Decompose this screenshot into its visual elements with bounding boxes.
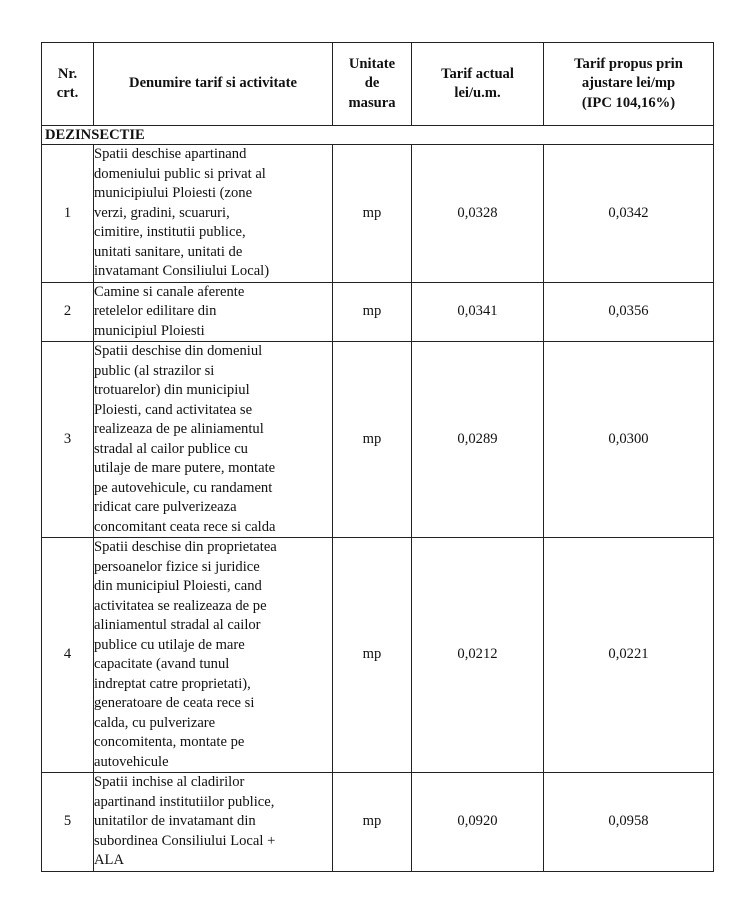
description-line: public (al strazilor si [94, 362, 215, 379]
description-line: Spatii deschise din proprietatea [94, 539, 277, 555]
description-line: concomitant ceata rece si calda [94, 518, 276, 535]
description-line: Spatii deschise apartinand [94, 146, 247, 162]
row-tarif-propus: 0,0342 [544, 145, 714, 283]
section-row [42, 126, 714, 145]
description-line: Camine si canale aferente [94, 283, 245, 300]
header-nr: Nr. crt. [42, 43, 94, 126]
row-description [94, 773, 333, 872]
header-row [42, 43, 714, 126]
description-line: apartinand institutiilor publice, [94, 793, 275, 810]
table-row [42, 342, 714, 538]
description-line: cimitire, institutii publice, [94, 224, 246, 240]
description-line: indreptat catre proprietati), [94, 675, 251, 692]
row-tarif-propus: 0,0300 [544, 342, 714, 538]
row-description [94, 145, 333, 283]
row-tarif-propus: 0,0221 [544, 538, 714, 773]
table-row [42, 538, 714, 773]
description-line: autovehicule [94, 753, 169, 770]
row-unit: mp [333, 145, 412, 283]
description-line: municipiul Ploiesti [94, 322, 205, 339]
row-number: 5 [42, 773, 94, 872]
table-row [42, 145, 714, 283]
table-row [42, 282, 714, 342]
description-line: utilaje de mare putere, montate [94, 460, 276, 476]
description-line: Spatii inchise al cladirilor [94, 774, 245, 790]
description-line: activitatea se realizeaza de pe [94, 597, 267, 614]
row-tarif-actual: 0,0341 [412, 282, 544, 342]
row-tarif-propus: 0,0356 [544, 282, 714, 342]
row-unit: mp [333, 342, 412, 538]
row-tarif-actual: 0,0289 [412, 342, 544, 538]
description-line: pe autovehicule, cu randament [94, 479, 273, 496]
header-denumire: Denumire tarif si activitate [94, 43, 333, 126]
description-line: unitati sanitare, unitati de [94, 243, 243, 260]
description-line: din municipiul Ploiesti, cand [94, 578, 262, 594]
row-description [94, 538, 333, 773]
row-number: 1 [42, 145, 94, 283]
description-line: Spatii deschise din domeniul [94, 343, 263, 359]
description-line: stradal al cailor publice cu [94, 440, 248, 457]
description-line: domeniului public si privat al [94, 165, 266, 182]
row-tarif-actual: 0,0920 [412, 773, 544, 872]
description-line: calda, cu pulverizare [94, 714, 216, 731]
description-line: capacitate (avand tunul [94, 656, 230, 672]
description-line: municipiului Ploiesti (zone [94, 185, 253, 201]
description-line: aliniamentul stradal al cailor [94, 617, 261, 633]
description-line: concomitenta, montate pe [94, 734, 245, 750]
description-line: invatamant Consiliului Local) [94, 263, 270, 279]
description-line: realizeaza de pe aliniamentul [94, 421, 264, 437]
row-number: 2 [42, 282, 94, 342]
description-line: ALA [94, 852, 124, 868]
table-row [42, 773, 714, 872]
row-number: 4 [42, 538, 94, 773]
description-line: publice cu utilaje de mare [94, 636, 245, 653]
header-tarif-actual: Tarif actual lei/u.m. [412, 43, 544, 126]
row-unit: mp [333, 282, 412, 342]
description-line: generatoare de ceata rece si [94, 695, 255, 711]
row-description [94, 342, 333, 538]
tariff-table [41, 42, 714, 872]
row-tarif-actual: 0,0212 [412, 538, 544, 773]
description-line: subordinea Consiliului Local + [94, 832, 276, 849]
description-line: Ploiesti, cand activitatea se [94, 401, 253, 418]
row-tarif-actual: 0,0328 [412, 145, 544, 283]
description-line: persoanelor fizice si juridice [94, 558, 260, 575]
header-unitate: Unitate de masura [333, 43, 412, 126]
description-line: retelelor edilitare din [94, 303, 217, 319]
row-tarif-propus: 0,0958 [544, 773, 714, 872]
row-number: 3 [42, 342, 94, 538]
row-unit: mp [333, 773, 412, 872]
description-line: unitatilor de invatamant din [94, 813, 256, 829]
section-title: DEZINSECTIE [42, 126, 714, 145]
header-tarif-propus: Tarif propus prin ajustare lei/mp (IPC 104,16%) [544, 43, 714, 126]
description-line: trotuarelor) din municipiul [94, 382, 250, 398]
description-line: verzi, gradini, scuaruri, [94, 204, 230, 221]
row-description [94, 282, 333, 342]
description-line: ridicat care pulverizeaza [94, 499, 237, 515]
row-unit: mp [333, 538, 412, 773]
